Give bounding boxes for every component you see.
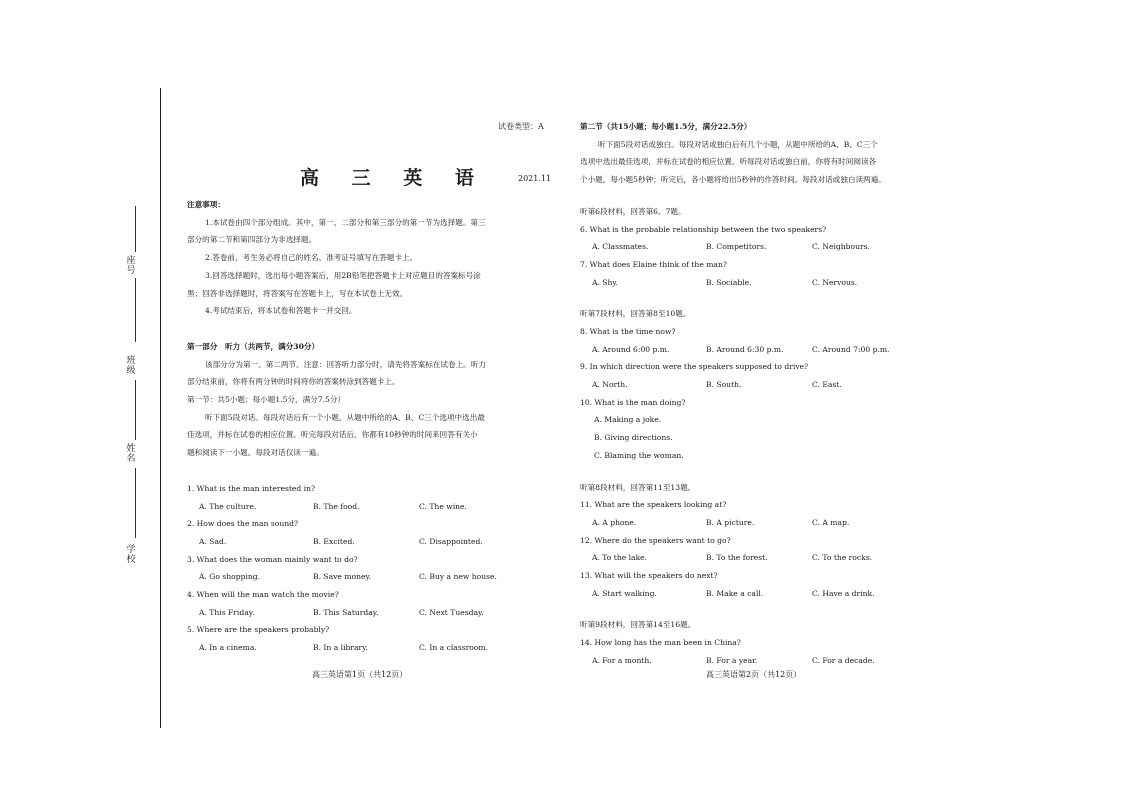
question-14-options [580, 652, 950, 670]
side-label-class: 班级 [126, 356, 136, 376]
question-1: 1. What is the man interested in? [187, 483, 316, 493]
notes-line-5: 黑；回答非选择题时，将答案写在答题卡上，写在本试卷上无效。 [187, 288, 408, 298]
option-c: C. Neighbours. [812, 242, 870, 252]
seat-write-line [135, 206, 136, 252]
question-13: 13. What will the speakers do next? [580, 571, 718, 581]
option-a: A. The culture. [199, 501, 257, 511]
section2-intro-1: 听下面5段对话或独白。每段对话或独白后有几个小题，从题中所给的A、B、C三个 [598, 139, 878, 149]
option-b: B. In a library. [313, 643, 368, 653]
question-4: 4. When will the man watch the movie? [187, 590, 339, 600]
question-11: 11. What are the speakers looking at? [580, 500, 727, 510]
section1-intro-3: 题和阅读下一小题。每段对话仅读一遍。 [187, 448, 324, 458]
option-c: C. Have a drink. [812, 588, 875, 598]
option-a: A. For a month. [592, 655, 652, 665]
class-write-line [135, 380, 136, 440]
group-8-label: 听第8段材料，回答第11至13题。 [580, 482, 696, 492]
question-2-options [187, 533, 553, 551]
right-column [580, 118, 950, 670]
option-a: A. This Friday. [199, 607, 255, 617]
question-12-options [580, 549, 950, 567]
section1-intro-1: 听下面5段对话。每段对话后有一个小题，从题中所给的A、B、C三个选项中选出最 [205, 412, 485, 422]
seat-write-line-lower [135, 278, 136, 342]
name-write-line [135, 468, 136, 538]
option-c: C. The wine. [419, 501, 467, 511]
question-6-options [580, 238, 950, 256]
part1-intro-1: 该部分分为第一、第二两节。注意：回答听力部分时，请先将答案标在试卷上。听力 [205, 359, 486, 369]
option-b: B. Sociable. [706, 277, 752, 287]
question-6: 6. What is the probable relationship between the two speakers? [580, 224, 827, 234]
option-b: B. Excited. [313, 536, 355, 546]
question-3-options [187, 568, 553, 586]
question-11-options [580, 514, 950, 532]
question-13-options [580, 585, 950, 603]
part1-heading: 第一部分 听力（共两节，满分30分） [187, 341, 320, 351]
option-a: A. Around 6:00 p.m. [592, 344, 670, 354]
option-b: B. The food. [313, 501, 360, 511]
option-b: B. Make a call. [706, 588, 764, 598]
option-a: A. Go shopping. [199, 572, 261, 582]
part1-intro-2: 部分结束前，你将有两分钟的时间将你的答案转涂到答题卡上。 [187, 377, 400, 387]
section1-heading: 第一节：共5小题；每小题1.5分，满分7.5分） [187, 395, 346, 405]
section2-intro-3: 个小题，每小题5秒钟；听完后，各小题将给出5秒钟的作答时间。每段对话或独白读两遍。 [580, 175, 886, 185]
side-label-seat: 座号 [126, 256, 136, 276]
option-c: C. Nervous. [812, 277, 858, 287]
option-a: A. A phone. [592, 518, 637, 527]
section2-heading: 第二节（共15小题；每小题1.5分，满分22.5分） [580, 122, 752, 131]
option-a: A. Classmates. [592, 242, 649, 252]
question-8-options [580, 341, 950, 359]
option-c: C. A map. [812, 518, 850, 527]
question-5: 5. Where are the speakers probably? [187, 625, 330, 635]
option-a: A. Making a joke. [594, 415, 662, 425]
option-a: A. Sad. [199, 536, 227, 546]
side-label-name: 姓名 [126, 444, 136, 464]
option-c: C. Disappointed. [419, 536, 483, 546]
question-9: 9. In which direction were the speakers supposed to drive? [580, 362, 809, 372]
notes-line-1: 1.本试卷由四个部分组成。其中，第一、二部分和第三部分的第一节为选择题。第三 [205, 217, 486, 227]
option-b: B. For a year. [706, 655, 758, 665]
section1-intro-2: 佳选项，并标在试卷的相应位置。听完每段对话后，你都有10秒钟的时间来回答有关小 [187, 430, 478, 440]
group-6-label: 听第6段材料，回答第6、7题。 [580, 206, 686, 216]
side-label-school: 学校 [126, 545, 136, 565]
option-b: B. To the forest. [706, 553, 768, 563]
option-c: C. Next Tuesday. [419, 607, 484, 617]
option-a: A. Start walking. [592, 588, 657, 598]
question-1-options [187, 498, 553, 516]
option-b: B. South. [706, 380, 742, 390]
paper-type: 试卷类型：A [498, 122, 544, 131]
option-c: C. In a classroom. [419, 643, 489, 653]
option-c: C. For a decade. [812, 655, 875, 665]
page-2-footer: 高三英语第2页（共12页） [706, 670, 802, 679]
option-c: C. To the rocks. [812, 553, 873, 563]
option-b: B. Giving directions. [594, 433, 673, 443]
page-title: 高 三 英 语 [300, 167, 487, 189]
group-9-label: 听第9段材料，回答第14至16题。 [580, 620, 696, 630]
question-14: 14. How long has the man been in China? [580, 638, 741, 648]
option-a: A. Shy. [592, 277, 619, 287]
question-5-options [187, 639, 553, 657]
question-12: 12. Where do the speakers want to go? [580, 535, 731, 545]
question-9-options [580, 376, 950, 394]
notes-heading: 注意事项： [187, 200, 225, 209]
option-a: A. North. [592, 380, 628, 390]
question-4-options [187, 604, 553, 622]
page-1-footer: 高三英语第1页（共12页） [312, 670, 408, 679]
option-c: C. Blaming the woman. [594, 450, 684, 460]
group-7-label: 听第7段材料，回答第8至10题。 [580, 309, 691, 319]
option-c: C. Around 7:00 p.m. [812, 344, 890, 354]
option-b: B. A picture. [706, 518, 755, 527]
option-c: C. Buy a new house. [419, 572, 497, 582]
option-b: B. Competitors. [706, 242, 767, 252]
binding-line [160, 88, 161, 728]
question-7-options [580, 274, 950, 292]
option-c: C. East. [812, 380, 842, 390]
notes-line-2: 部分的第二节和第四部分为非选择题。 [187, 235, 317, 245]
exam-date: 2021.11 [518, 174, 552, 183]
option-b: B. Around 6:30 p.m. [706, 344, 784, 354]
question-7: 7. What does Elaine think of the man? [580, 259, 727, 269]
question-10: 10. What is the man doing? [580, 397, 686, 407]
option-a: A. In a cinema. [199, 643, 257, 653]
section2-intro-2: 选项中选出最佳选项，并标在试卷的相应位置。听每段对话或独白前，你将有时间阅读各 [580, 157, 877, 167]
question-3: 3. What does the woman mainly want to do? [187, 554, 358, 564]
option-b: B. Save money. [313, 572, 372, 582]
option-b: B. This Saturday. [313, 607, 379, 617]
notes-line-3: 2.答卷前，考生务必将自己的姓名、准考证号填写在答题卡上。 [205, 253, 418, 263]
left-column [187, 196, 553, 657]
question-8: 8. What is the time now? [580, 327, 676, 336]
option-a: A. To the lake. [592, 553, 648, 563]
notes-line-6: 4.考试结束后，将本试卷和答题卡一并交回。 [205, 306, 357, 316]
question-2: 2. How does the man sound? [187, 519, 299, 529]
notes-line-4: 3.回答选择题时，选出每小题答案后，用2B铅笔把答题卡上对应题目的答案标号涂 [205, 270, 481, 280]
